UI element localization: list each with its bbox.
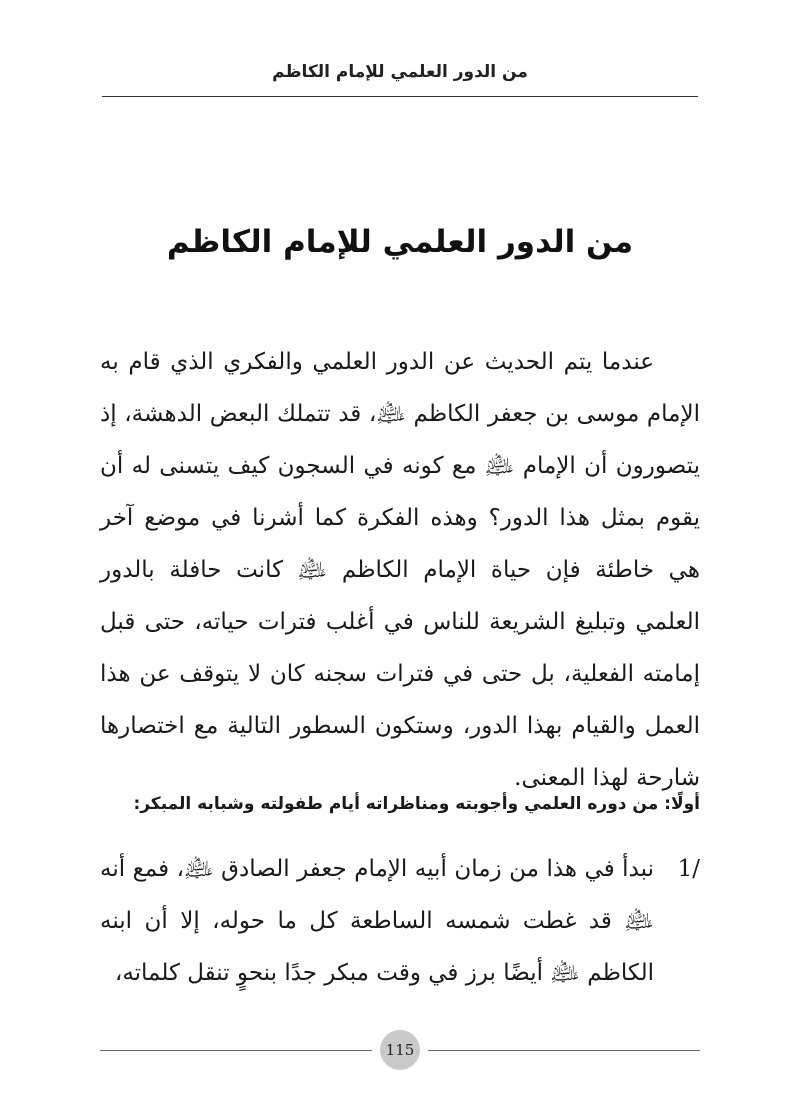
page-number: 115 — [380, 1030, 420, 1070]
numbered-item — [100, 843, 700, 999]
item-number-label: 1/ — [677, 856, 700, 882]
chapter-title: من الدور العلمي للإمام الكاظم — [166, 224, 634, 260]
item-text: نبدأ في هذا من زمان أبيه الإمام جعفر الصادق ﵇، فمع أنه ﵇ قد غطت شمسه الساطعة كل ما حوله، إلا أن ابنه الكاظم ﵇ أيضًا برز في وقت مبكر جدًا بنحوٍ تنقل كلماته، — [100, 856, 654, 986]
header-rule — [102, 96, 698, 97]
body-paragraph: عندما يتم الحديث عن الدور العلمي والفكري الذي قام به الإمام موسى بن جعفر الكاظم ﵇، قد تتملك البعض الدهشة، إذ يتصورون أن الإمام ﵇ مع كونه في السجون كيف يتسنى له أن يقوم بمثل هذا الدور؟ وهذه الفكرة كما أشرنا في موضع آخر هي خاطئة فإن حياة الإمام الكاظم ﵇ كانت حافلة بالدور العلمي وتبليغ الشريعة للناس في أغلب فترات حياته، حتى قبل إمامته الفعلية، بل حتى في فترات سجنه كان لا يتوقف عن هذا العمل والقيام بهذا الدور، وستكون السطور التالية مع اختصارها شارحة لهذا المعنى. — [100, 349, 700, 791]
footer-rule-left — [100, 1050, 372, 1051]
item-number — [654, 843, 700, 999]
section-heading: أولًا: من دوره العلمي وأجوبته ومناظراته أيام طفولته وشبابه المبكر: — [133, 794, 700, 814]
footer-rule-right — [428, 1050, 700, 1051]
running-header: من الدور العلمي للإمام الكاظم — [272, 62, 528, 82]
